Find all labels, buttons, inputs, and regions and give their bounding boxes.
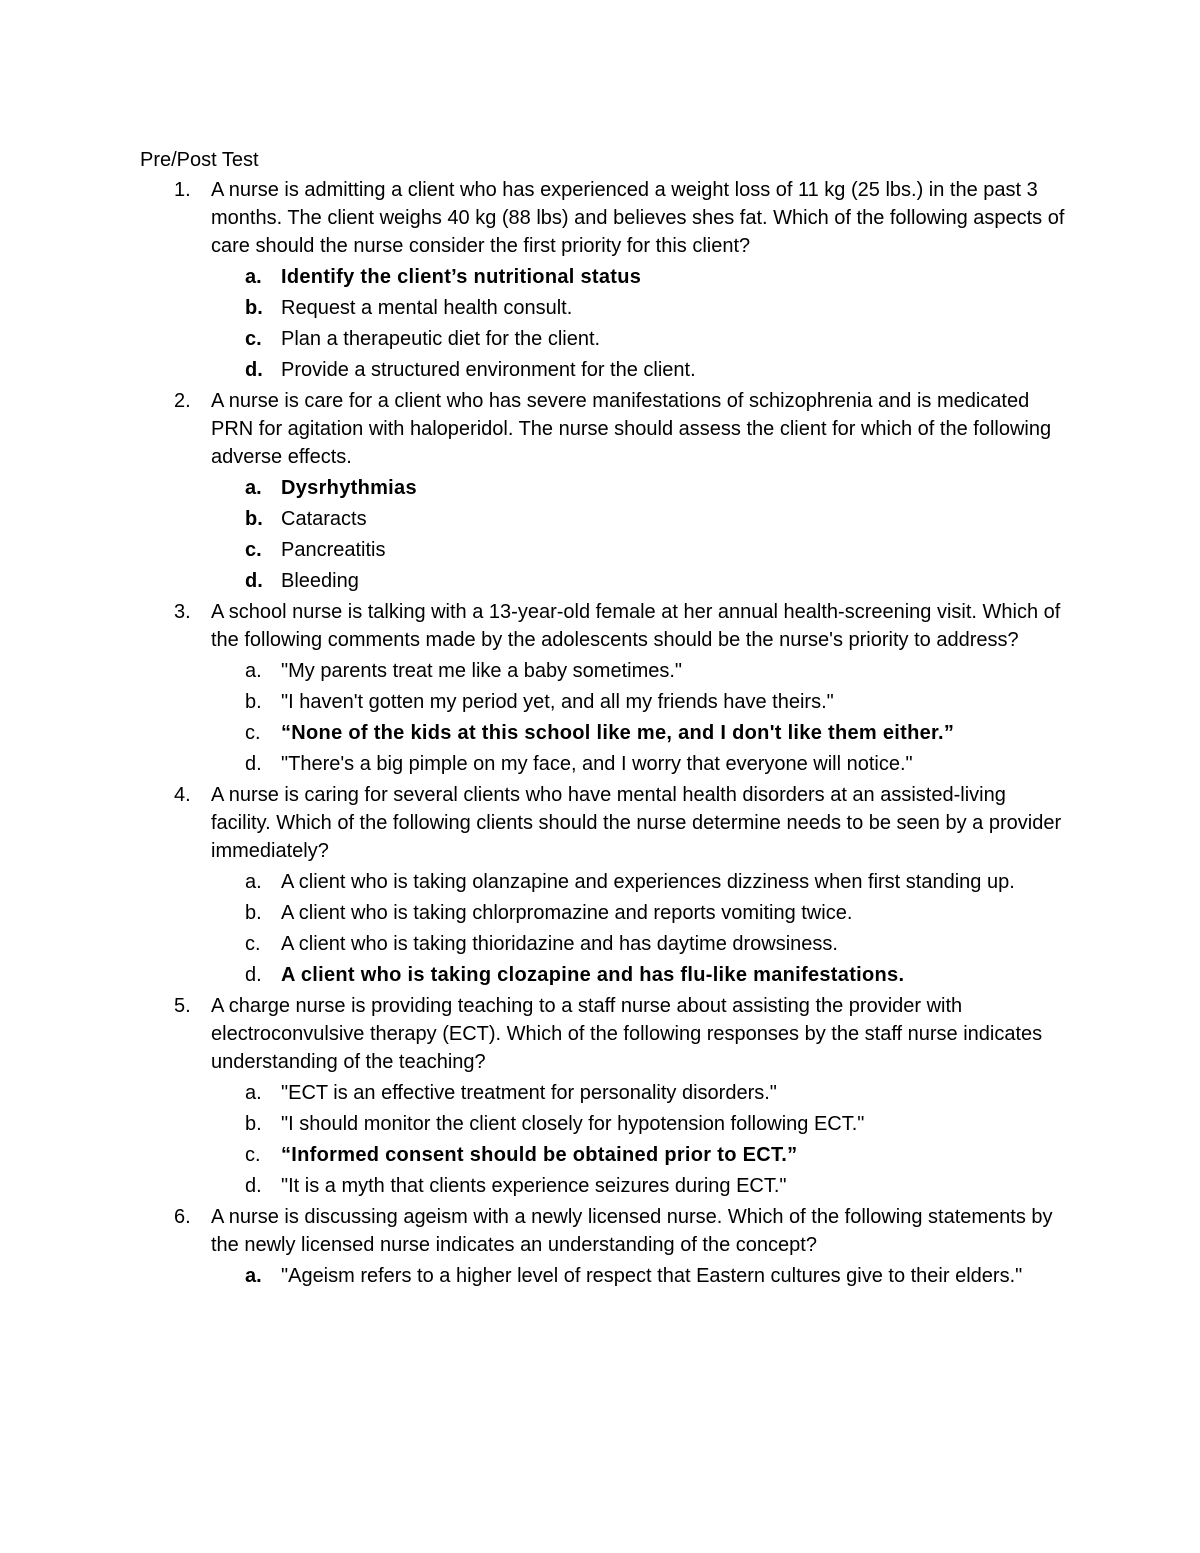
answer-option	[211, 1262, 1041, 1290]
answer-option	[211, 567, 1041, 595]
option-text: Pancreatitis	[281, 539, 386, 561]
option-letter: a.	[245, 1082, 262, 1104]
answer-option	[211, 1141, 1041, 1169]
question-list	[0, 176, 1200, 1293]
option-letter: a.	[245, 660, 262, 682]
option-text: Plan a therapeutic diet for the client.	[281, 328, 601, 350]
question-number: 5.	[174, 995, 191, 1017]
answer-option	[211, 961, 1041, 989]
option-text: "It is a myth that clients experience seizures during ECT."	[281, 1175, 787, 1197]
answer-option	[211, 325, 1041, 353]
correct-answer-text: Dysrhythmias	[281, 477, 417, 499]
option-text: Provide a structured environment for the client.	[281, 359, 696, 381]
question-text: A charge nurse is providing teaching to a staff nurse about assisting the provider with electroconvulsive therapy (ECT). Which of the following responses by the staff nurse indicates understanding of the teaching?	[211, 995, 1043, 1073]
option-letter: b.	[245, 691, 262, 713]
question-number: 1.	[174, 179, 191, 201]
question-item	[0, 176, 1071, 384]
answer-option	[211, 688, 1041, 716]
option-text: "There's a big pimple on my face, and I worry that everyone will notice."	[281, 753, 913, 775]
answer-options	[211, 868, 1071, 989]
question-number: 4.	[174, 784, 191, 806]
correct-answer-text: A client who is taking clozapine and has flu-like manifestations.	[281, 964, 905, 986]
answer-options	[211, 1079, 1071, 1200]
answer-option	[211, 899, 1041, 927]
option-letter: a.	[245, 477, 262, 499]
answer-option	[211, 356, 1041, 384]
option-letter: d.	[245, 1175, 262, 1197]
option-letter: a.	[245, 1265, 262, 1287]
answer-option	[211, 505, 1041, 533]
answer-option	[211, 263, 1041, 291]
answer-option	[211, 1172, 1041, 1200]
option-letter: d.	[245, 964, 262, 986]
question-text: A school nurse is talking with a 13-year-old female at her annual health-screening visit. Which of the following comments made by the adolescents should be the nurse's priority to address?	[211, 601, 1061, 651]
question-item	[0, 598, 1071, 778]
answer-option	[211, 536, 1041, 564]
answer-option	[211, 657, 1041, 685]
question-number: 6.	[174, 1206, 191, 1228]
answer-option	[211, 750, 1041, 778]
option-letter: c.	[245, 1144, 261, 1166]
option-letter: c.	[245, 722, 261, 744]
answer-options	[211, 657, 1071, 778]
option-letter: b.	[245, 902, 262, 924]
option-text: Cataracts	[281, 508, 367, 530]
option-letter: b.	[245, 508, 263, 530]
question-number: 2.	[174, 390, 191, 412]
correct-answer-text: “Informed consent should be obtained prior to ECT.”	[281, 1144, 798, 1166]
question-text: A nurse is caring for several clients who have mental health disorders at an assisted-living facility. Which of the following clients should the nurse determine needs to be seen by a provider immediately?	[211, 784, 1062, 862]
option-text: Bleeding	[281, 570, 359, 592]
question-text: A nurse is care for a client who has severe manifestations of schizophrenia and is medicated PRN for agitation with haloperidol. The nurse should assess the client for which of the following adverse effects.	[211, 390, 1052, 468]
answer-option	[211, 930, 1041, 958]
option-letter: c.	[245, 539, 262, 561]
option-text: "My parents treat me like a baby sometimes."	[281, 660, 683, 682]
question-text: A nurse is discussing ageism with a newly licensed nurse. Which of the following statements by the newly licensed nurse indicates an understanding of the concept?	[211, 1206, 1053, 1256]
question-item	[0, 387, 1071, 595]
answer-option	[211, 1079, 1041, 1107]
answer-option	[211, 719, 1041, 747]
question-text: A nurse is admitting a client who has experienced a weight loss of 11 kg (25 lbs.) in the past 3 months. The client weighs 40 kg (88 lbs) and believes shes fat. Which of the following aspects of care should the nurse consider the first priority for this client?	[211, 179, 1065, 257]
question-item	[0, 781, 1071, 989]
option-text: A client who is taking olanzapine and experiences dizziness when first standing up.	[281, 871, 1015, 893]
answer-options	[211, 474, 1071, 595]
option-letter: c.	[245, 328, 262, 350]
option-letter: d.	[245, 753, 262, 775]
answer-option	[211, 1110, 1041, 1138]
option-letter: b.	[245, 297, 263, 319]
option-letter: d.	[245, 359, 263, 381]
option-text: A client who is taking thioridazine and has daytime drowsiness.	[281, 933, 838, 955]
option-letter: d.	[245, 570, 263, 592]
option-text: "Ageism refers to a higher level of respect that Eastern cultures give to their elders."	[281, 1265, 1023, 1287]
answer-option	[211, 294, 1041, 322]
option-letter: b.	[245, 1113, 262, 1135]
correct-answer-text: Identify the client’s nutritional status	[281, 266, 642, 288]
option-letter: a.	[245, 266, 262, 288]
option-letter: a.	[245, 871, 262, 893]
answer-option	[211, 868, 1041, 896]
question-number: 3.	[174, 601, 191, 623]
option-letter: c.	[245, 933, 261, 955]
answer-option	[211, 474, 1041, 502]
option-text: "I should monitor the client closely for hypotension following ECT."	[281, 1113, 865, 1135]
option-text: "I haven't gotten my period yet, and all my friends have theirs."	[281, 691, 834, 713]
option-text: "ECT is an effective treatment for personality disorders."	[281, 1082, 777, 1104]
document-title: Pre/Post Test	[140, 149, 259, 171]
answer-options	[211, 1262, 1071, 1290]
option-text: A client who is taking chlorpromazine and reports vomiting twice.	[281, 902, 853, 924]
answer-options	[211, 263, 1071, 384]
question-item	[0, 992, 1071, 1200]
option-text: Request a mental health consult.	[281, 297, 573, 319]
question-item	[0, 1203, 1071, 1290]
correct-answer-text: “None of the kids at this school like me, and I don't like them either.”	[281, 722, 955, 744]
